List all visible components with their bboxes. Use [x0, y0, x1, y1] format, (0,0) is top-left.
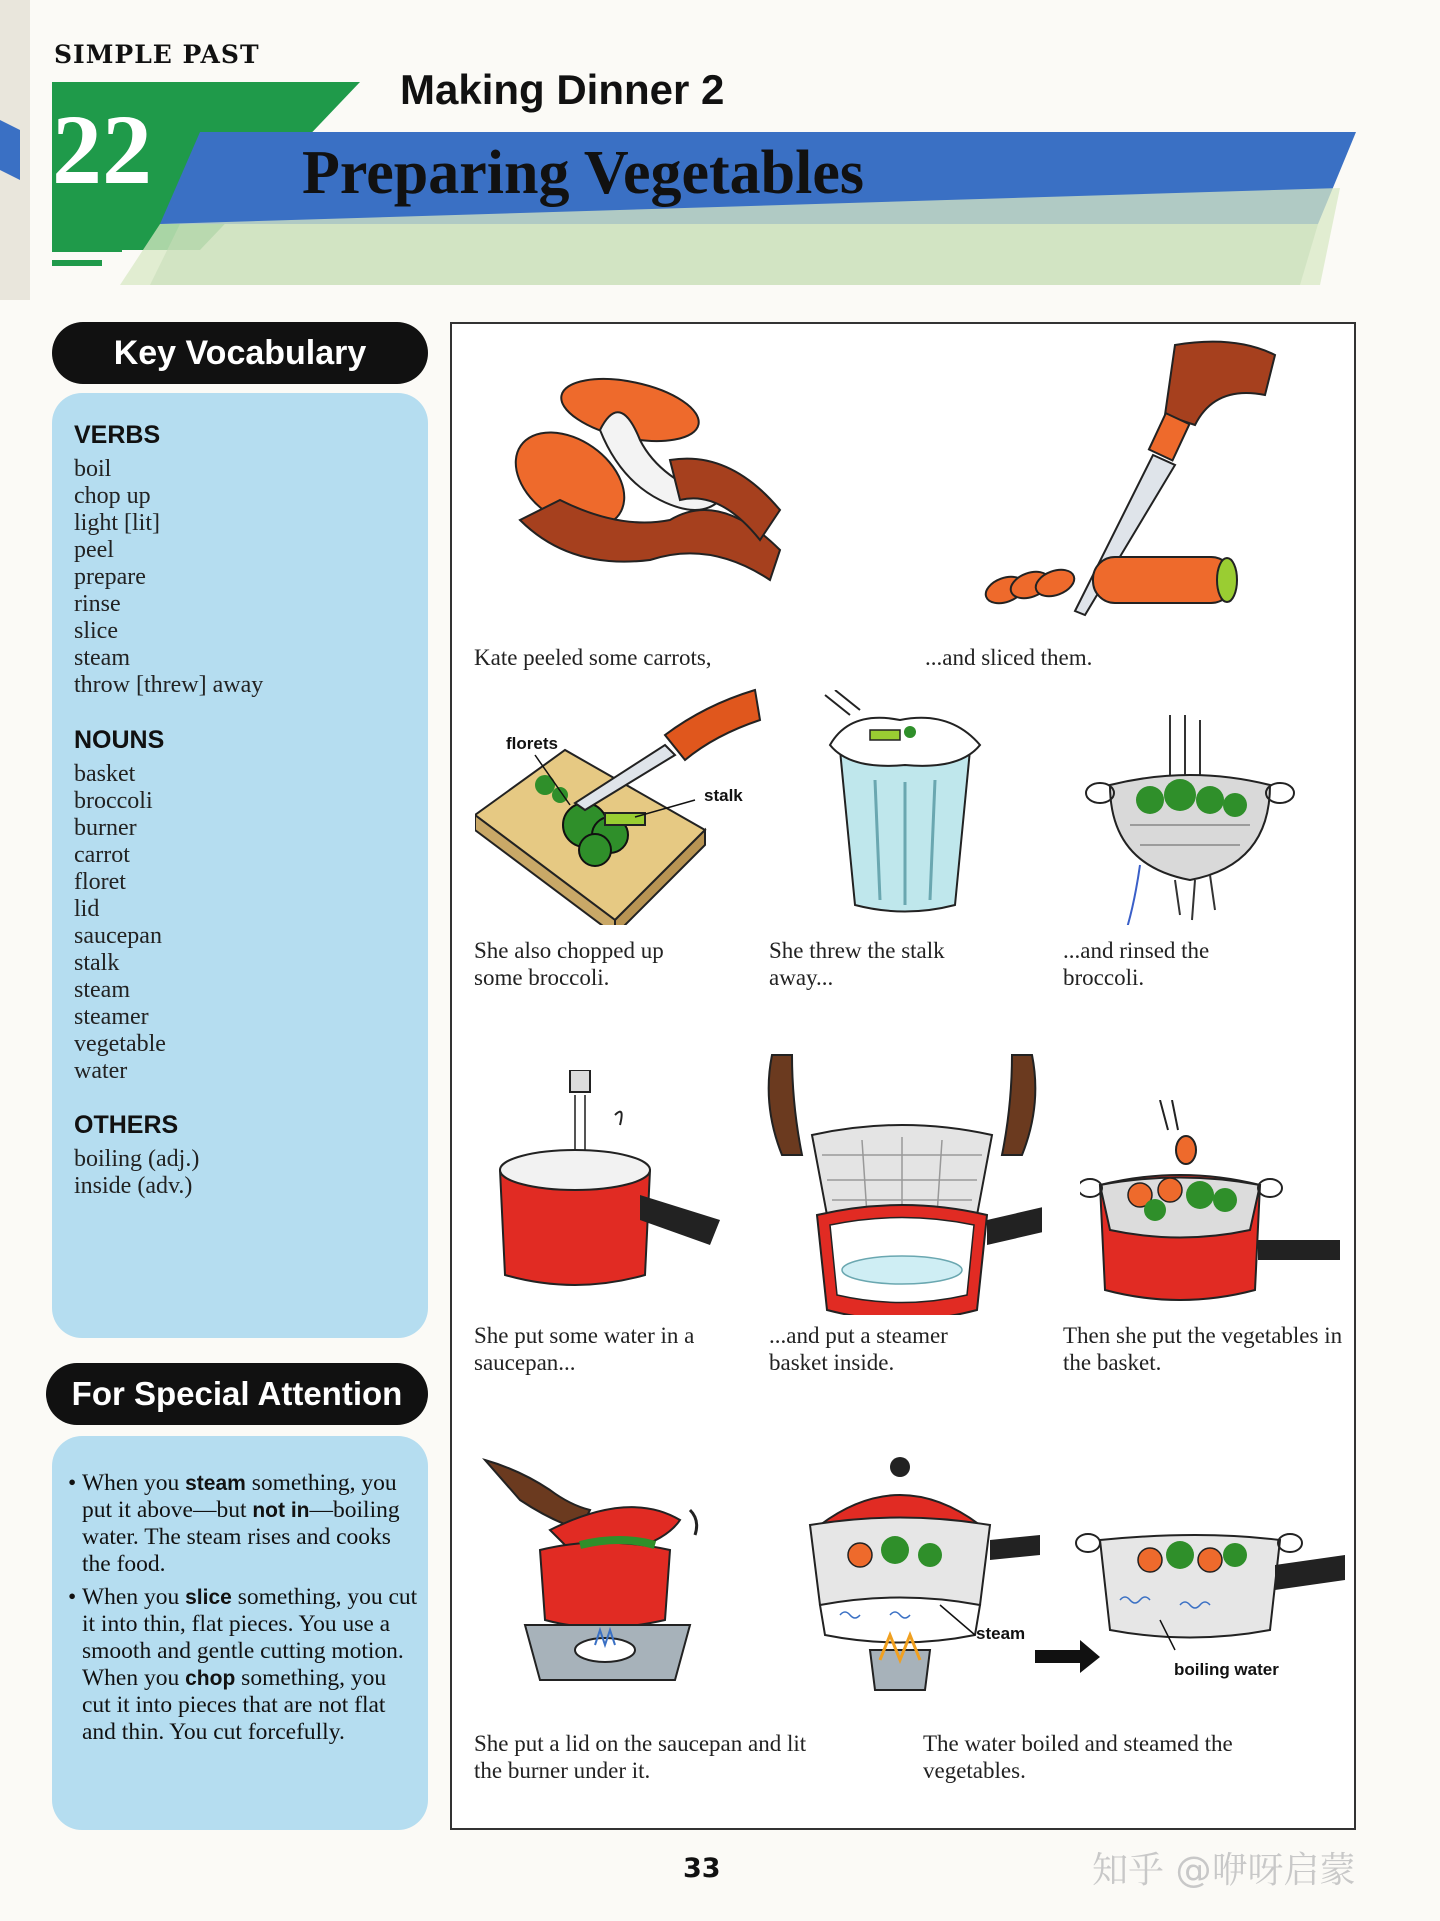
vocabulary-panel — [52, 393, 428, 1338]
vocab-item: floret — [74, 869, 126, 895]
page-number: 33 — [683, 1853, 721, 1884]
lesson-subtitle: Making Dinner 2 — [400, 66, 725, 113]
vocab-item: steam — [74, 645, 130, 671]
key-vocabulary-heading: Key Vocabulary — [52, 322, 428, 384]
vocab-item: light [lit] — [74, 510, 160, 536]
vocab-item: broccoli — [74, 788, 153, 814]
vocab-item: steam — [74, 977, 130, 1003]
step-caption: She put some water in a saucepan... — [474, 1323, 695, 1375]
step-caption: Then she put the vegetables in the basket. — [1063, 1323, 1343, 1375]
verbs-list — [74, 456, 263, 699]
others-heading: OTHERS — [74, 1111, 179, 1139]
rinsing-broccoli-illustration — [1080, 715, 1300, 925]
vocab-item: throw [threw] away — [74, 672, 264, 698]
step-caption: ...and put a steamer basket inside. — [769, 1323, 948, 1375]
nouns-list — [74, 761, 166, 1085]
step-caption: She threw the stalk away... — [769, 938, 945, 990]
attention-note-slice-chop: • When you slice something, you cut it into thin, flat pieces. You use a smooth and gentle cutting motion. When you chop something, you cut it into pieces that are not flat and thin. You cut forcefully. — [68, 1584, 418, 1745]
others-list — [74, 1146, 199, 1200]
vocab-item: prepare — [74, 564, 146, 590]
vocab-item: basket — [74, 761, 136, 787]
step-caption: Kate peeled some carrots, — [474, 645, 712, 670]
verbs-heading: VERBS — [74, 421, 161, 449]
slicing-carrot-illustration — [975, 335, 1305, 625]
section-tag: SIMPLE PAST — [54, 40, 260, 69]
vocab-item: burner — [74, 815, 137, 841]
vocab-item: boiling (adj.) — [74, 1146, 200, 1172]
attention-notes — [68, 1470, 418, 1752]
nouns-group — [74, 726, 166, 1085]
vocab-item: vegetable — [74, 1031, 166, 1057]
throwing-away-stalk-illustration — [820, 690, 990, 920]
verbs-group — [74, 421, 263, 699]
vegetables-basket-illustration — [1080, 1100, 1340, 1310]
water-saucepan-illustration — [490, 1070, 730, 1300]
watermark: 知乎 @咿呀启蒙 — [1092, 1850, 1356, 1891]
nouns-heading: NOUNS — [74, 726, 165, 754]
step-caption: She put a lid on the saucepan and lit the burner under it. — [474, 1731, 807, 1783]
label-boiling-water: boiling water — [1174, 1660, 1279, 1679]
peeling-carrots-illustration — [500, 370, 800, 610]
vocab-item: boil — [74, 456, 112, 482]
vocab-item: chop up — [74, 483, 151, 509]
vocab-item: stalk — [74, 950, 120, 976]
vocab-item: steamer — [74, 1004, 149, 1030]
vocab-item: saucepan — [74, 923, 162, 949]
special-attention-heading: For Special Attention — [46, 1363, 428, 1425]
vocab-item: inside (adv.) — [74, 1173, 193, 1199]
others-group — [74, 1111, 199, 1200]
label-florets: florets — [506, 734, 558, 753]
vocab-item: water — [74, 1058, 128, 1084]
label-stalk: stalk — [704, 786, 743, 805]
special-attention-panel — [52, 1436, 428, 1830]
steamer-basket-illustration — [762, 1045, 1042, 1315]
step-caption: ...and sliced them. — [925, 645, 1093, 670]
label-steam: steam — [976, 1624, 1026, 1643]
page-title: Preparing Vegetables — [302, 139, 864, 207]
attention-note-steam: • When you steam something, you put it above—but not in—boiling water. The steam rises and cooks the food. — [68, 1470, 400, 1577]
step-caption: ...and rinsed the broccoli. — [1063, 938, 1210, 990]
vocab-item: carrot — [74, 842, 130, 868]
vocab-item: slice — [74, 618, 118, 644]
vocab-item: rinse — [74, 591, 121, 617]
vocab-item: peel — [74, 537, 114, 563]
vocab-item: lid — [74, 896, 100, 922]
step-caption: She also chopped up some broccoli. — [474, 938, 664, 990]
step-caption: The water boiled and steamed the vegetables. — [923, 1731, 1233, 1783]
chapter-number: 22 — [52, 94, 152, 205]
lid-saucepan-illustration — [480, 1450, 720, 1690]
